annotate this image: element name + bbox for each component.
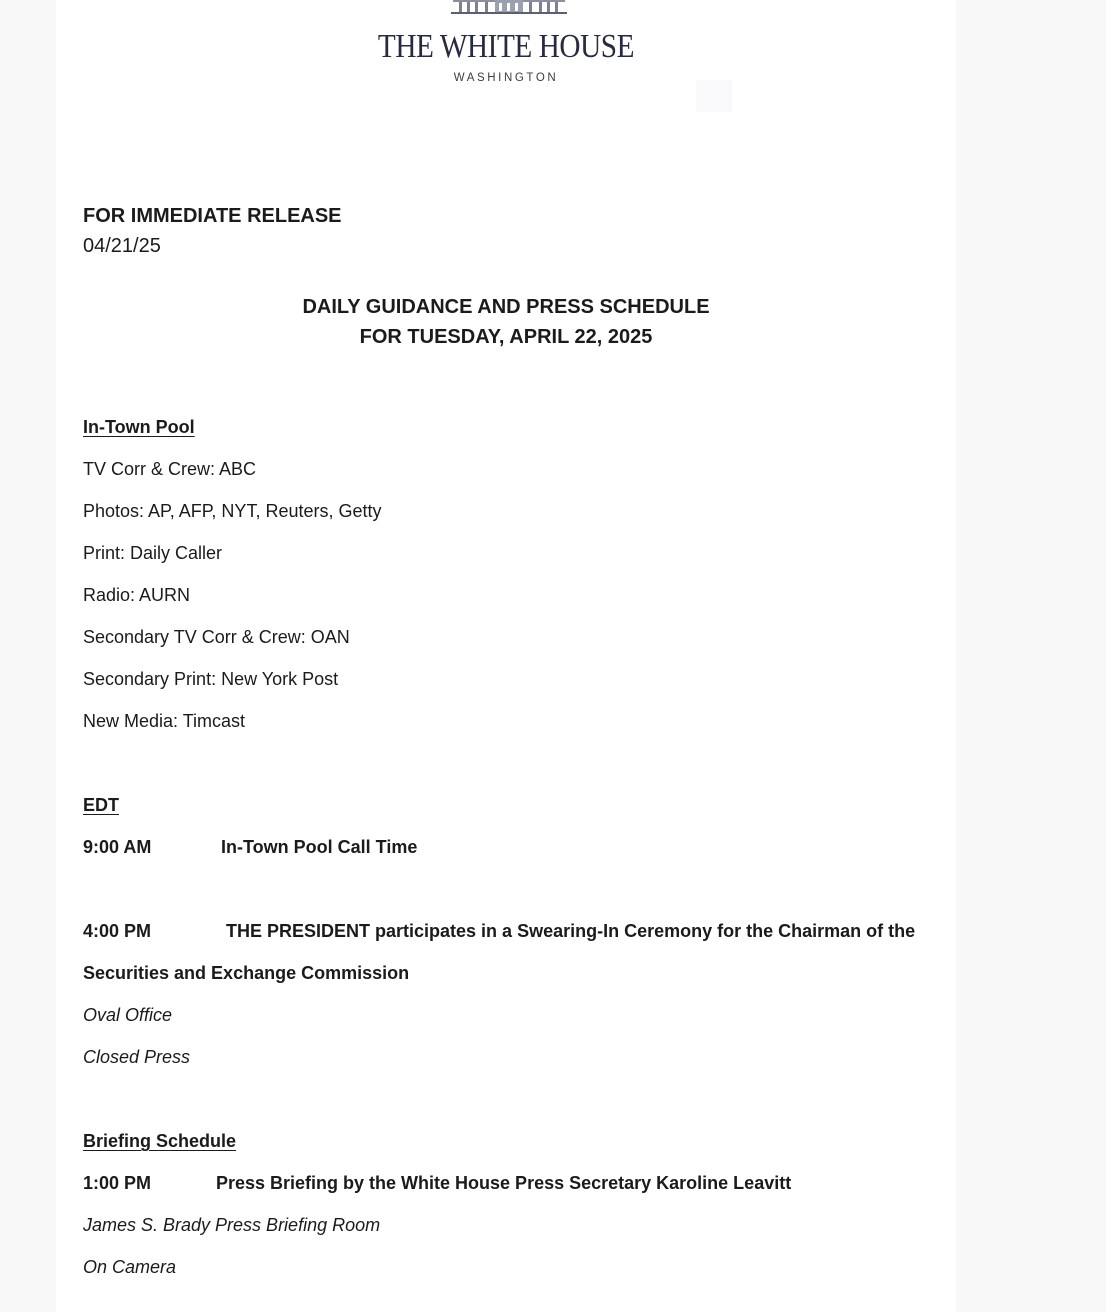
edt-heading: EDT [83,795,119,815]
release-date: 04/21/25 [83,235,161,257]
briefing-time: 1:00 PM [83,1173,152,1193]
pool-item: Secondary TV Corr & Crew: OAN [83,627,350,647]
pool-item: New Media: Timcast [83,711,246,731]
event-title-line1: THE PRESIDENT participates in a Swearing-In Ceremony for the Chairman of the [226,921,916,941]
white-house-building-icon [451,0,567,16]
briefing-location: James S. Brady Press Briefing Room [83,1215,381,1235]
event-time: 9:00 AM [83,837,152,857]
schedule-title-line2: FOR TUESDAY, APRIL 22, 2025 [359,326,653,348]
pool-item: Radio: AURN [83,585,191,605]
faint-placeholder-box [696,80,732,112]
pool-item: Print: Daily Caller [83,543,223,563]
event-title-line2: Securities and Exchange Commission [83,963,410,983]
pool-heading: In-Town Pool [83,417,195,437]
briefing-coverage: On Camera [83,1257,177,1277]
pool-item: TV Corr & Crew: ABC [83,459,257,479]
schedule-title-line1: DAILY GUIDANCE AND PRESS SCHEDULE [302,296,710,318]
logo-title: THE WHITE HOUSE [377,28,635,65]
pool-item: Secondary Print: New York Post [83,669,339,689]
event-coverage: Closed Press [83,1047,191,1067]
release-label: FOR IMMEDIATE RELEASE [83,205,342,227]
briefing-title: Press Briefing by the White House Press Secretary Karoline Leavitt [216,1173,792,1193]
document-page [56,0,956,1312]
pool-item: Photos: AP, AFP, NYT, Reuters, Getty [83,501,382,521]
briefing-heading: Briefing Schedule [83,1131,237,1151]
event-location: Oval Office [83,1005,173,1025]
event-time: 4:00 PM [83,921,152,941]
logo-subtitle: WASHINGTON [453,72,559,84]
event-title: In-Town Pool Call Time [221,837,418,857]
white-house-logo [56,0,956,100]
